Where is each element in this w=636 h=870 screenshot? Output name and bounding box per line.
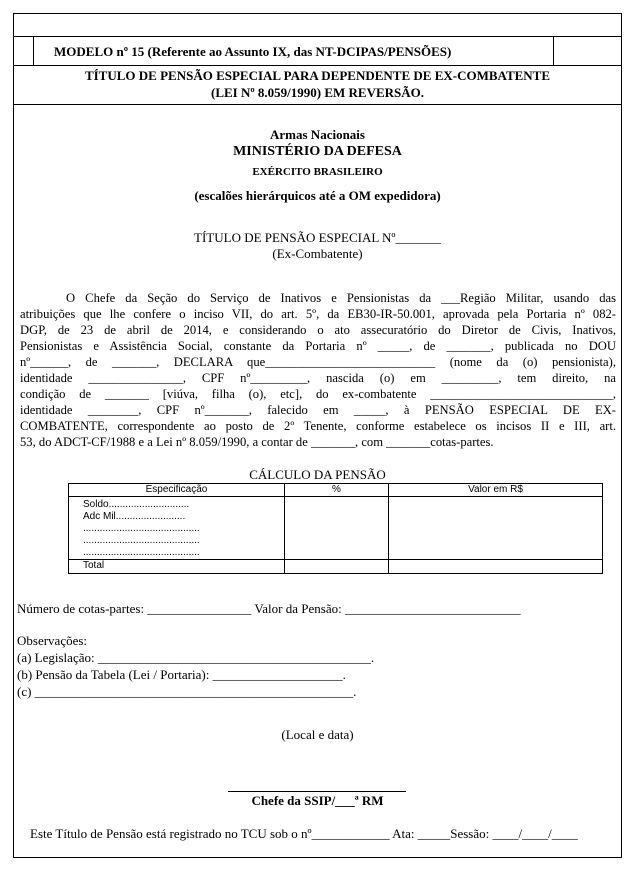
paragraph-line: atribuições que lhe confere o inciso VII, do art. 5º, da EB30-IR-50.001, aprovada pela Portaria nº 082- bbox=[20, 307, 616, 321]
observacao-legislacao: (a) Legislação: __________________________________________. bbox=[17, 650, 375, 665]
valor-cell bbox=[389, 497, 603, 560]
column-header-especificacao: Especificação bbox=[69, 484, 285, 497]
escaloes: (escalões hierárquicos até a OM expedidora) bbox=[194, 188, 441, 203]
table-row: .......................................... bbox=[83, 523, 200, 534]
modelo-label: MODELO nº 15 (Referente ao Assunto IX, das NT-DCIPAS/PENSÕES) bbox=[54, 44, 452, 59]
titulo-line2: (LEI Nº 8.059/1990) EM REVERSÃO. bbox=[210, 85, 425, 100]
total-valor-cell bbox=[389, 560, 603, 574]
calculo-table bbox=[68, 483, 603, 574]
exercito: EXÉRCITO BRASILEIRO bbox=[252, 166, 383, 178]
paragraph-line: 53, do ADCT-CF/1988 e a Lei nº 8.059/1990, a contar de _______, com _______cotas-partes. bbox=[20, 435, 494, 449]
header-divider-middle bbox=[13, 65, 622, 66]
observacao-pensao-tabela: (b) Pensão da Tabela (Lei / Portaria): ____________________. bbox=[17, 667, 346, 682]
header-left-column-line bbox=[33, 36, 34, 65]
observacoes-title: Observações: bbox=[17, 633, 88, 648]
observacao-c: (c) _________________________________________________. bbox=[17, 684, 357, 699]
paragraph-line: COMBATENTE, correspondente ao posto de 2º Tenente, conforme estabelece os incisos II e III, art. bbox=[20, 419, 616, 433]
header-right-column-line bbox=[553, 36, 554, 65]
paragraph-line: O Chefe da Seção do Serviço de Inativos e Pensionistas da ___Região Militar, usando das bbox=[66, 291, 616, 305]
table-row: .......................................... bbox=[83, 547, 200, 558]
total-percent-cell bbox=[285, 560, 389, 574]
paragraph-line: identidade _______________, CPF nº_________, nascida (o) em _________, tem direito, na bbox=[20, 371, 616, 385]
armas-nacionais: Armas Nacionais bbox=[270, 127, 365, 142]
table-row: Soldo............................. bbox=[83, 499, 190, 510]
table-row: .......................................... bbox=[83, 535, 200, 546]
paragraph-line: Pensionistas e Assistência Social, constante da Portaria nº _____, de _______, publicada no DOU bbox=[20, 339, 616, 353]
paragraph-line: identidade ________, CPF nº_______, falecido em _____, à PENSÃO ESPECIAL DE EX- bbox=[20, 403, 616, 417]
signature-line bbox=[228, 791, 406, 792]
especificacao-cell bbox=[69, 497, 285, 560]
percent-cell bbox=[285, 497, 389, 560]
column-header-valor: Valor em R$ bbox=[389, 484, 603, 497]
tcu-registration-line: Este Título de Pensão está registrado no TCU sob o nº____________ Ata: _____Sessão: ____/____/____ bbox=[30, 826, 578, 841]
paragraph-line: DGP, de 23 de abril de 2014, e considerando o ato assecuratório do Diretor de Civis, Inativos, bbox=[20, 323, 616, 337]
paragraph-line: condição de _______ [viúva, filha (o), etc], do ex-combatente _____________________________, bbox=[20, 387, 616, 401]
declaration-paragraph bbox=[20, 290, 616, 450]
table-row: Adc Mil......................... bbox=[83, 511, 186, 522]
total-label: Total bbox=[69, 560, 285, 574]
chefe-signature-label: Chefe da SSIP/___ª RM bbox=[251, 793, 384, 808]
header-divider-top bbox=[13, 36, 622, 37]
ministerio: MINISTÉRIO DA DEFESA bbox=[233, 144, 402, 159]
local-e-data: (Local e data) bbox=[281, 727, 354, 742]
paragraph-line: nº______, de _______, DECLARA que___________________________ (nome da (o) pensionista), bbox=[20, 355, 616, 369]
doc-title: TÍTULO DE PENSÃO ESPECIAL Nº_______ bbox=[194, 230, 441, 245]
doc-subtitle: (Ex-Combatente) bbox=[272, 246, 363, 261]
titulo-line1: TÍTULO DE PENSÃO ESPECIAL PARA DEPENDENTE DE EX-COMBATENTE bbox=[84, 68, 551, 83]
cotas-valor-line: Número de cotas-partes: ________________ Valor da Pensão: ___________________________ bbox=[17, 601, 521, 616]
header-divider-bottom bbox=[13, 104, 622, 105]
calculo-title: CÁLCULO DA PENSÃO bbox=[249, 467, 386, 482]
column-header-percent: % bbox=[285, 484, 389, 497]
